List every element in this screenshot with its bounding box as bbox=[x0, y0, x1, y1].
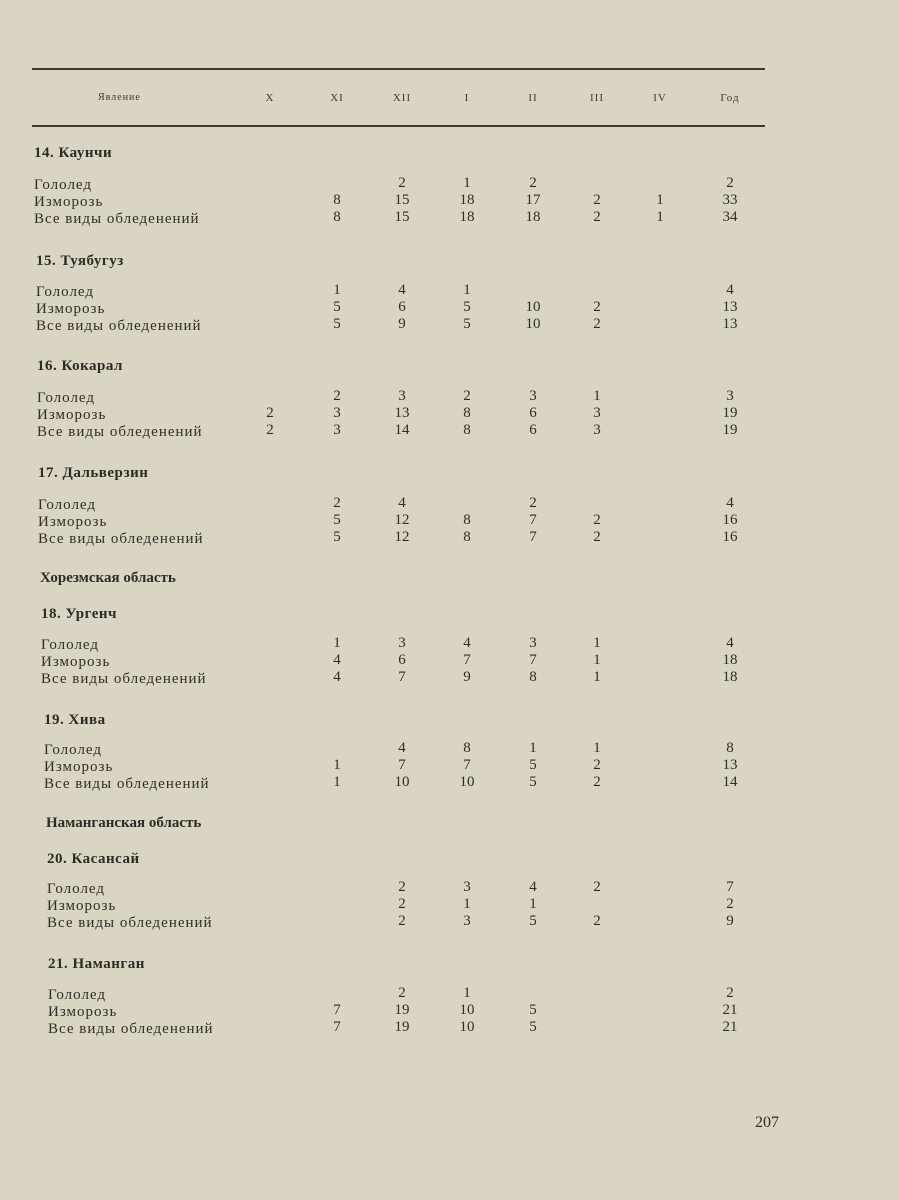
table-cell: 4 bbox=[333, 669, 341, 685]
table-cell: 6 bbox=[398, 299, 406, 315]
table-cell: 10 bbox=[394, 774, 410, 790]
header-month: IV bbox=[653, 92, 667, 104]
table-cell: 4 bbox=[529, 879, 537, 895]
table-cell: 18 bbox=[459, 192, 475, 208]
row-label: Гололед bbox=[34, 177, 93, 193]
table-cell: 2 bbox=[398, 985, 406, 1001]
table-cell: 7 bbox=[398, 669, 406, 685]
table-cell: 4 bbox=[398, 495, 406, 511]
table-cell: 2 bbox=[333, 388, 341, 404]
station-title: 21. Наманган bbox=[48, 956, 145, 972]
row-label: Все виды обледенений bbox=[47, 915, 213, 931]
table-cell: 3 bbox=[726, 388, 734, 404]
table-cell: 4 bbox=[726, 635, 734, 651]
table-cell: 13 bbox=[722, 316, 738, 332]
row-label: Изморозь bbox=[41, 654, 111, 670]
table-cell: 2 bbox=[266, 422, 274, 438]
table-cell: 2 bbox=[333, 495, 341, 511]
row-label: Гололед bbox=[36, 284, 95, 300]
table-cell: 5 bbox=[529, 913, 537, 929]
table-cell: 1 bbox=[333, 757, 341, 773]
table-cell: 7 bbox=[726, 879, 734, 895]
row-label: Изморозь bbox=[37, 407, 107, 423]
table-cell: 5 bbox=[333, 529, 341, 545]
table-cell: 5 bbox=[463, 316, 471, 332]
table-cell: 5 bbox=[463, 299, 471, 315]
table-cell: 5 bbox=[333, 316, 341, 332]
table-cell: 1 bbox=[463, 896, 471, 912]
table-cell: 1 bbox=[463, 282, 471, 298]
table-cell: 10 bbox=[459, 774, 475, 790]
table-cell: 2 bbox=[593, 192, 601, 208]
table-cell: 15 bbox=[394, 209, 410, 225]
header-rule bbox=[32, 125, 765, 127]
row-label: Гололед bbox=[47, 881, 106, 897]
table-cell: 3 bbox=[333, 422, 341, 438]
row-label: Гололед bbox=[37, 390, 96, 406]
row-label: Изморозь bbox=[34, 194, 104, 210]
row-label: Изморозь bbox=[48, 1004, 118, 1020]
table-cell: 8 bbox=[463, 740, 471, 756]
table-cell: 6 bbox=[529, 422, 537, 438]
table-cell: 3 bbox=[529, 635, 537, 651]
table-cell: 13 bbox=[722, 757, 738, 773]
table-cell: 2 bbox=[529, 495, 537, 511]
table-cell: 19 bbox=[722, 422, 738, 438]
row-label: Все виды обледенений bbox=[44, 776, 210, 792]
table-cell: 21 bbox=[722, 1002, 738, 1018]
table-cell: 12 bbox=[394, 512, 410, 528]
row-label: Все виды обледенений bbox=[41, 671, 207, 687]
table-cell: 19 bbox=[394, 1019, 410, 1035]
table-cell: 5 bbox=[529, 1019, 537, 1035]
table-cell: 17 bbox=[525, 192, 541, 208]
table-cell: 14 bbox=[722, 774, 738, 790]
table-cell: 2 bbox=[463, 388, 471, 404]
table-cell: 3 bbox=[593, 405, 601, 421]
table-cell: 3 bbox=[333, 405, 341, 421]
row-label: Изморозь bbox=[36, 301, 106, 317]
table-cell: 4 bbox=[398, 740, 406, 756]
table-cell: 21 bbox=[722, 1019, 738, 1035]
table-cell: 10 bbox=[459, 1019, 475, 1035]
table-cell: 8 bbox=[726, 740, 734, 756]
station-title: 16. Кокарал bbox=[37, 358, 123, 374]
row-label: Гололед bbox=[41, 637, 100, 653]
row-label: Все виды обледенений bbox=[36, 318, 202, 334]
table-cell: 7 bbox=[398, 757, 406, 773]
table-cell: 1 bbox=[463, 985, 471, 1001]
table-cell: 8 bbox=[463, 422, 471, 438]
table-cell: 1 bbox=[593, 740, 601, 756]
row-label: Все виды обледенений bbox=[38, 531, 204, 547]
table-cell: 2 bbox=[726, 985, 734, 1001]
table-cell: 7 bbox=[529, 512, 537, 528]
table-cell: 6 bbox=[529, 405, 537, 421]
table-cell: 33 bbox=[722, 192, 738, 208]
station-title: 14. Каунчи bbox=[34, 145, 113, 161]
table-cell: 4 bbox=[726, 495, 734, 511]
table-cell: 9 bbox=[398, 316, 406, 332]
table-cell: 8 bbox=[529, 669, 537, 685]
page-number: 207 bbox=[755, 1114, 779, 1131]
table-cell: 15 bbox=[394, 192, 410, 208]
table-cell: 5 bbox=[529, 757, 537, 773]
table-cell: 1 bbox=[333, 635, 341, 651]
table-cell: 10 bbox=[459, 1002, 475, 1018]
row-label: Все виды обледенений bbox=[34, 211, 200, 227]
station-title: 18. Ургенч bbox=[41, 606, 117, 622]
table-cell: 2 bbox=[529, 175, 537, 191]
top-rule bbox=[32, 68, 765, 70]
table-cell: 4 bbox=[463, 635, 471, 651]
table-cell: 1 bbox=[463, 175, 471, 191]
table-cell: 5 bbox=[333, 512, 341, 528]
row-label: Гололед bbox=[38, 497, 97, 513]
region-title: Хорезмская область bbox=[40, 570, 176, 586]
table-cell: 2 bbox=[398, 879, 406, 895]
table-cell: 2 bbox=[593, 299, 601, 315]
table-cell: 3 bbox=[593, 422, 601, 438]
table-cell: 8 bbox=[463, 529, 471, 545]
table-cell: 7 bbox=[529, 529, 537, 545]
station-title: 20. Касансай bbox=[47, 851, 140, 867]
table-cell: 3 bbox=[398, 388, 406, 404]
table-cell: 8 bbox=[463, 512, 471, 528]
table-cell: 1 bbox=[529, 740, 537, 756]
table-cell: 7 bbox=[463, 652, 471, 668]
table-cell: 2 bbox=[266, 405, 274, 421]
table-cell: 5 bbox=[529, 774, 537, 790]
table-cell: 2 bbox=[726, 896, 734, 912]
table-cell: 2 bbox=[593, 774, 601, 790]
table-cell: 2 bbox=[398, 175, 406, 191]
header-month: XII bbox=[392, 92, 412, 104]
table-cell: 2 bbox=[593, 913, 601, 929]
table-cell: 3 bbox=[529, 388, 537, 404]
header-month: I bbox=[464, 92, 470, 104]
table-cell: 1 bbox=[593, 669, 601, 685]
region-title: Наманганская область bbox=[46, 815, 202, 831]
table-cell: 1 bbox=[593, 388, 601, 404]
table-cell: 14 bbox=[394, 422, 410, 438]
table-cell: 3 bbox=[463, 913, 471, 929]
table-cell: 10 bbox=[525, 299, 541, 315]
table-cell: 34 bbox=[722, 209, 738, 225]
table-cell: 2 bbox=[398, 896, 406, 912]
row-label: Гололед bbox=[44, 742, 103, 758]
table-cell: 19 bbox=[394, 1002, 410, 1018]
table-cell: 18 bbox=[459, 209, 475, 225]
table-cell: 2 bbox=[593, 757, 601, 773]
table-cell: 9 bbox=[726, 913, 734, 929]
table-cell: 1 bbox=[333, 282, 341, 298]
header-month: X bbox=[265, 92, 275, 104]
table-cell: 4 bbox=[333, 652, 341, 668]
table-cell: 2 bbox=[593, 529, 601, 545]
table-cell: 18 bbox=[722, 669, 738, 685]
header-month: III bbox=[590, 92, 604, 104]
table-cell: 2 bbox=[726, 175, 734, 191]
row-label: Изморозь bbox=[44, 759, 114, 775]
table-cell: 18 bbox=[722, 652, 738, 668]
table-cell: 7 bbox=[333, 1002, 341, 1018]
table-cell: 16 bbox=[722, 512, 738, 528]
table-cell: 3 bbox=[463, 879, 471, 895]
table-cell: 7 bbox=[529, 652, 537, 668]
table-cell: 1 bbox=[593, 652, 601, 668]
table-cell: 7 bbox=[333, 1019, 341, 1035]
row-label: Изморозь bbox=[38, 514, 108, 530]
table-cell: 1 bbox=[593, 635, 601, 651]
row-label: Все виды обледенений bbox=[37, 424, 203, 440]
row-label: Изморозь bbox=[47, 898, 117, 914]
table-cell: 3 bbox=[398, 635, 406, 651]
table-cell: 10 bbox=[525, 316, 541, 332]
table-cell: 18 bbox=[525, 209, 541, 225]
table-cell: 2 bbox=[593, 316, 601, 332]
table-cell: 2 bbox=[593, 512, 601, 528]
table-cell: 4 bbox=[726, 282, 734, 298]
table-cell: 4 bbox=[398, 282, 406, 298]
table-cell: 1 bbox=[333, 774, 341, 790]
header-month: II bbox=[528, 92, 538, 104]
table-cell: 19 bbox=[722, 405, 738, 421]
table-cell: 7 bbox=[463, 757, 471, 773]
table-cell: 5 bbox=[333, 299, 341, 315]
station-title: 15. Туябугуз bbox=[36, 253, 124, 269]
table-cell: 1 bbox=[656, 192, 664, 208]
table-cell: 9 bbox=[463, 669, 471, 685]
table-cell: 8 bbox=[333, 192, 341, 208]
row-label: Гололед bbox=[48, 987, 107, 1003]
table-cell: 13 bbox=[394, 405, 410, 421]
table-cell: 8 bbox=[333, 209, 341, 225]
table-cell: 2 bbox=[593, 879, 601, 895]
table-cell: 6 bbox=[398, 652, 406, 668]
station-title: 17. Дальверзин bbox=[38, 465, 149, 481]
table-cell: 8 bbox=[463, 405, 471, 421]
table-cell: 1 bbox=[529, 896, 537, 912]
table-cell: 16 bbox=[722, 529, 738, 545]
table-cell: 13 bbox=[722, 299, 738, 315]
table-cell: 1 bbox=[656, 209, 664, 225]
station-title: 19. Хива bbox=[44, 712, 106, 728]
table-cell: 12 bbox=[394, 529, 410, 545]
table-cell: 2 bbox=[593, 209, 601, 225]
header-month: XI bbox=[330, 92, 344, 104]
table-cell: 5 bbox=[529, 1002, 537, 1018]
header-month: Год bbox=[720, 92, 740, 104]
table-cell: 2 bbox=[398, 913, 406, 929]
row-label: Все виды обледенений bbox=[48, 1021, 214, 1037]
header-phenomenon: Явление bbox=[98, 92, 141, 103]
